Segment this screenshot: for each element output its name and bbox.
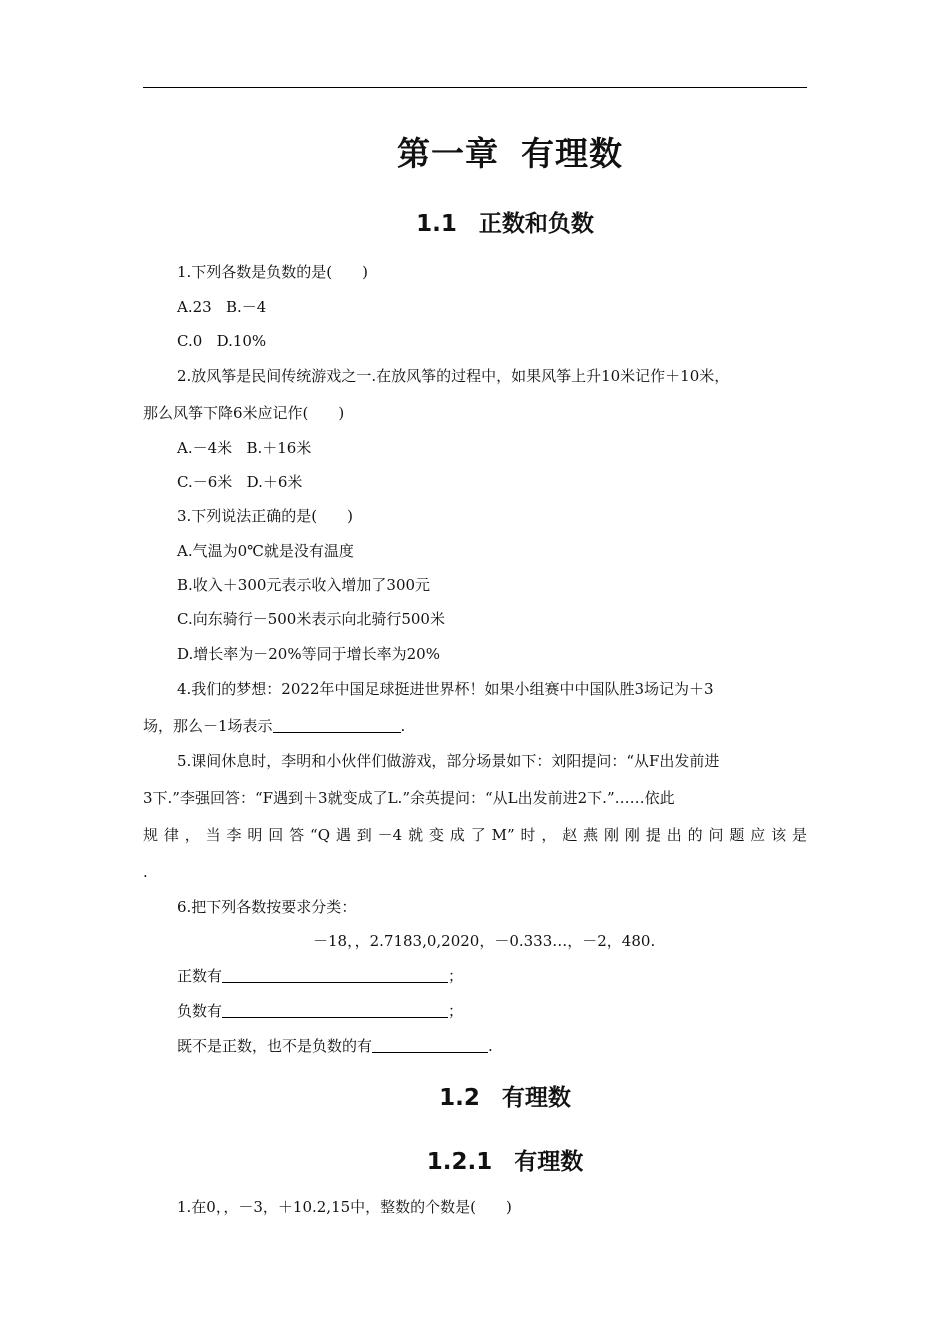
q2-option-b: B.＋16米: [246, 439, 312, 457]
q6-period: .: [488, 1037, 493, 1055]
q5-line3: 规律，当李明回答“Q遇到－4就变成了M”时，赵燕刚刚提出的问题应该是: [143, 826, 807, 844]
chapter-title: [143, 128, 807, 175]
q3-option-c: C.向东骑行－500米表示向北骑行500米: [177, 610, 445, 628]
q4-line2-text: 场，那么－1场表示: [143, 717, 273, 735]
q6-semicolon: ；: [448, 1002, 464, 1020]
chapter-number: 第一章: [397, 134, 499, 173]
q6-positive-line: [177, 966, 807, 986]
q3-option-d: D.增长率为－20%等同于增长率为20%: [177, 645, 440, 663]
q6-neither-label: 既不是正数，也不是负数的有: [177, 1037, 373, 1055]
chapter-name: 有理数: [521, 134, 623, 173]
q1-option-b: B.－4: [226, 298, 267, 316]
q2-option-d: D.＋6米: [246, 473, 303, 491]
section-number: 1.2: [439, 1085, 480, 1111]
s121-q1-stem: 1.在0，，－3，＋10.2,15中，整数的个数是( ): [177, 1198, 512, 1216]
section-1-2-1-title: [143, 1143, 807, 1176]
q6-positive-label: 正数有: [177, 967, 223, 985]
q4-answer-blank[interactable]: [273, 718, 401, 733]
section-number: 1.1: [416, 211, 457, 237]
q6-stem: 6.把下列各数按要求分类：: [177, 898, 357, 916]
header-rule: [143, 87, 807, 88]
q3-stem: 3.下列说法正确的是( ): [177, 507, 354, 525]
q5-line4: .: [143, 863, 148, 881]
q6-positive-blank[interactable]: [222, 968, 448, 983]
q2-stem-line2: 那么风筝下降6米应记作( ): [143, 404, 345, 422]
subsection-name: 有理数: [514, 1149, 584, 1175]
q2-option-c: C.－6米: [177, 473, 233, 491]
q6-semicolon: ；: [448, 967, 464, 985]
q6-neither-blank[interactable]: [372, 1038, 488, 1053]
subsection-number: 1.2.1: [426, 1149, 493, 1175]
q1-stem: 1.下列各数是负数的是( ): [177, 263, 369, 281]
section-1-1-title: [143, 205, 807, 238]
section-1-2-title: [143, 1079, 807, 1112]
q4-line1: 4.我们的梦想：2022年中国足球挺进世界杯！如果小组赛中中国队胜3场记为＋3: [177, 680, 714, 698]
q6-neither-line: [177, 1036, 807, 1056]
q4-period: .: [400, 717, 406, 735]
q2-options-ab: [177, 438, 807, 458]
q6-negative-line: [177, 1001, 807, 1021]
q6-negative-blank[interactable]: [222, 1003, 448, 1018]
q6-numbers: －18，，2.7183,0,2020，－0.333…，－2，480.: [313, 932, 656, 950]
q2-stem-line1: 2.放风筝是民间传统游戏之一.在放风筝的过程中，如果风筝上升10米记作＋10米，: [177, 367, 730, 385]
q1-options-ab: [177, 297, 807, 317]
q5-line2: 3下.”李强回答：“F遇到＋3就变成了L.”余英提问：“从L出发前进2下.”……依此: [143, 789, 675, 807]
q1-option-c: C.0: [177, 332, 203, 350]
q1-option-d: D.10%: [216, 332, 267, 350]
q2-options-cd: [177, 472, 807, 492]
q5-line1: 5.课间休息时，李明和小伙伴们做游戏，部分场景如下：刘阳提问：“从F出发前进: [177, 752, 720, 770]
q1-options-cd: [177, 331, 807, 351]
q3-option-a: A.气温为0℃就是没有温度: [177, 542, 354, 560]
section-name: 有理数: [501, 1085, 571, 1111]
q4-line2: [143, 716, 807, 736]
q6-negative-label: 负数有: [177, 1002, 223, 1020]
q2-option-a: A.－4米: [177, 439, 233, 457]
q3-option-b: B.收入＋300元表示收入增加了300元: [177, 576, 431, 594]
section-name: 正数和负数: [478, 211, 594, 237]
q1-option-a: A.23: [177, 298, 212, 316]
